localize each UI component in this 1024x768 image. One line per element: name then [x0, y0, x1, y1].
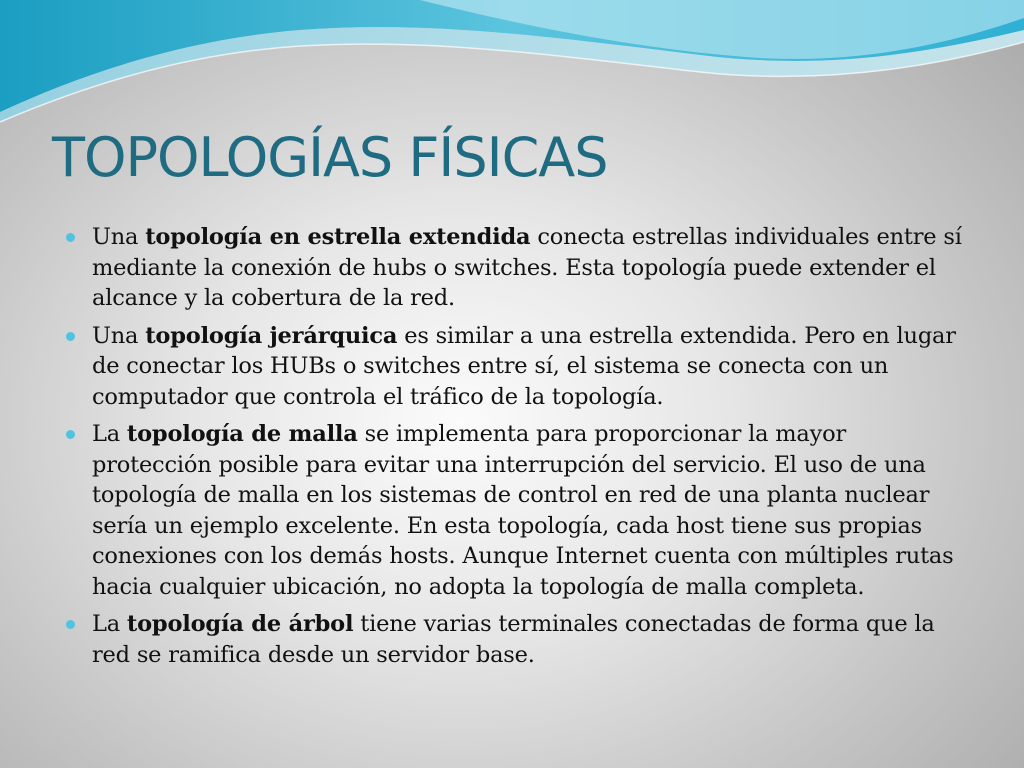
list-item — [66, 321, 971, 413]
bullet-term: topología jerárquica — [145, 322, 398, 349]
list-item — [66, 222, 971, 314]
bullet-icon — [66, 620, 75, 629]
bullet-term: topología de malla — [126, 421, 358, 447]
bullet-text: La topología de árbol tiene varias terminales conectadas de forma que la red se ramifica desde un servidor base. — [92, 611, 935, 668]
header-wave-decoration — [0, 0, 1024, 130]
bullet-icon — [66, 233, 75, 242]
slide-title: TOPOLOGÍAS FÍSICAS — [52, 126, 608, 189]
list-item — [66, 419, 971, 602]
bullet-term: topología de árbol — [126, 611, 354, 637]
bullet-term: topología en estrella extendida — [145, 224, 531, 250]
bullet-text: Una topología en estrella extendida conecta estrellas individuales entre sí mediante la conexión de hubs o switches. Esta topología puede extender el alcance y la cobertura de la red. — [92, 224, 962, 311]
bullet-text: La topología de malla se implementa para proporcionar la mayor protección posible para evitar una interrupción del servicio. El uso de una topología de malla en los sistemas de control en red de una planta nuclear sería un ejemplo excelente. En esta topología, cada host tiene sus propias conexiones con los demás hosts. Aunque Internet cuenta con múltiples rutas hacia cualquier ubicación, no adopta la topología de malla completa. — [92, 421, 954, 600]
bullet-icon — [66, 332, 75, 341]
bullet-icon — [66, 430, 75, 439]
list-item — [66, 609, 971, 670]
bullet-list — [66, 222, 971, 677]
bullet-text: Una topología jerárquica es similar a una estrella extendida. Pero en lugar de conectar los HUBs o switches entre sí, el sistema se conecta con un computador que controla el tráfico de la topología. — [92, 322, 956, 410]
